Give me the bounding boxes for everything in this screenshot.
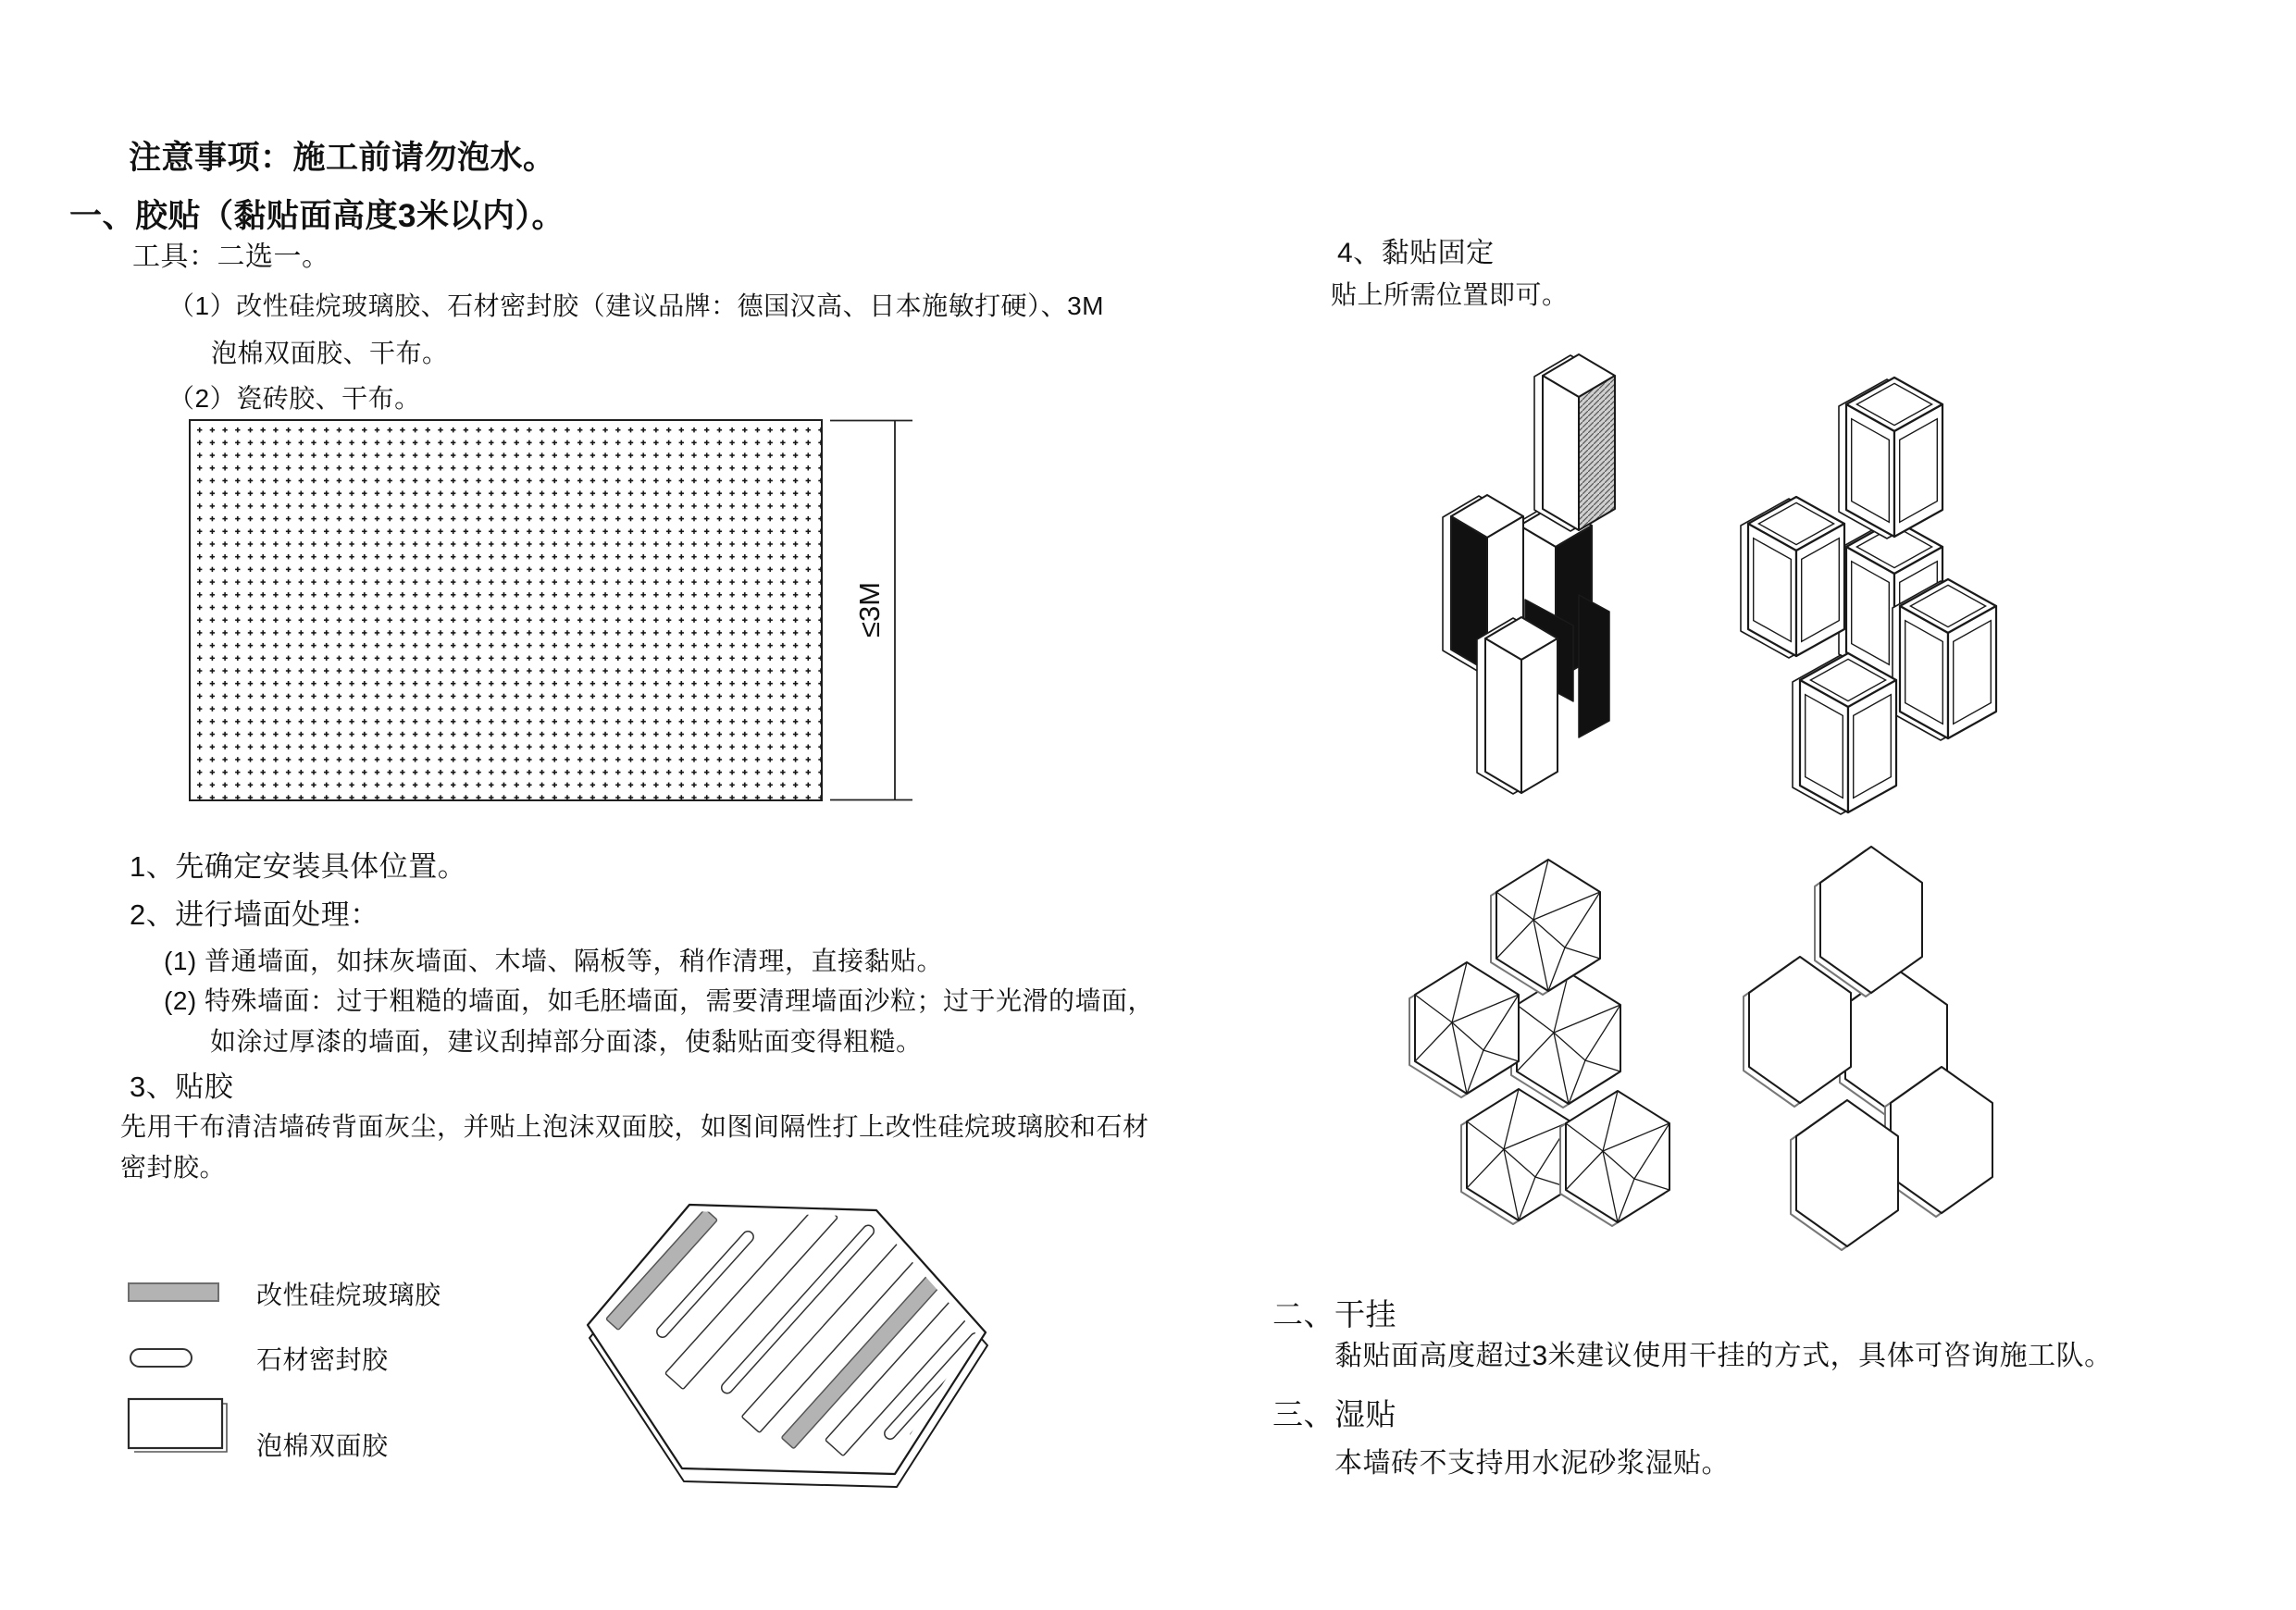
section-wet-paste-body: 本墙砖不支持用水泥砂浆湿贴。 xyxy=(1334,1448,1730,1479)
step2-sub2-line2: 如涂过厚漆的墙面，建议刮掉部分面漆，使黏贴面变得粗糙。 xyxy=(210,1027,923,1056)
section-dry-hang-title: 二、干挂 xyxy=(1272,1297,1396,1331)
wall-height-dim-label: ≤3M xyxy=(853,581,886,638)
tool-option1-line2: 泡棉双面胶、干布。 xyxy=(211,339,449,367)
wall-surface-diagram xyxy=(148,407,962,824)
section-glue-title: 一、胶贴（黏贴面高度3米以内）。 xyxy=(69,198,565,234)
step2-sub2-line1: (2) 特殊墙面：过于粗糙的墙面，如毛胚墙面，需要清理墙面沙粒；过于光滑的墙面， xyxy=(164,986,1155,1015)
notice-title: 注意事项：施工前请勿泡水。 xyxy=(129,140,556,176)
section-dry-hang-body: 黏贴面高度超过3米建议使用干挂的方式，具体可咨询施工队。 xyxy=(1334,1341,2113,1371)
step4-body: 贴上所需位置即可。 xyxy=(1331,280,1569,309)
legend-label-stone-sealant: 石材密封胶 xyxy=(256,1345,389,1374)
tile-cluster-rhombus-diagram xyxy=(1416,342,1657,805)
step2-sub1-text: (1) 普通墙面，如抹灰墙面、木墙、隔板等，稍作清理，直接黏贴。 xyxy=(164,947,944,975)
step3-body-line2: 密封胶。 xyxy=(120,1153,227,1182)
step1-text: 1、先确定安装具体位置。 xyxy=(130,850,467,883)
step4-title: 4、黏贴固定 xyxy=(1337,238,1495,268)
step3-body-line1: 先用干布清洁墙砖背面灰尘，并贴上泡沫双面胶，如图间隔性打上改性硅烷玻璃胶和石材 xyxy=(120,1112,1149,1141)
step3-title: 3、贴胶 xyxy=(130,1071,234,1103)
legend-label-silane-glue: 改性硅烷玻璃胶 xyxy=(256,1281,441,1309)
wall-dot-texture xyxy=(190,420,822,800)
tool-option1-line1: （1）改性硅烷玻璃胶、石材密封胶（建议品牌：德国汉高、日本施敏打硬）、3M xyxy=(168,291,1104,320)
tool-option2: （2）瓷砖胶、干布。 xyxy=(168,384,421,413)
step2-text: 2、进行墙面处理： xyxy=(130,898,379,931)
tile-cluster-plain-hexagons-diagram xyxy=(1731,833,2008,1258)
tile-cluster-cube-frames-diagram xyxy=(1731,361,2004,819)
tile-cluster-faceted-hexagons-diagram xyxy=(1397,833,1694,1231)
legend-label-foam-tape: 泡棉双面胶 xyxy=(256,1431,389,1460)
legend-swatch-stone-sealant xyxy=(130,1348,192,1368)
glue-application-hexagon-diagram xyxy=(555,1175,1018,1517)
tools-label: 工具：二选一。 xyxy=(132,242,330,272)
section-wet-paste-title: 三、湿贴 xyxy=(1272,1397,1396,1431)
legend-swatch-foam-tape xyxy=(126,1395,235,1460)
legend-swatch-silane-glue xyxy=(128,1282,219,1302)
